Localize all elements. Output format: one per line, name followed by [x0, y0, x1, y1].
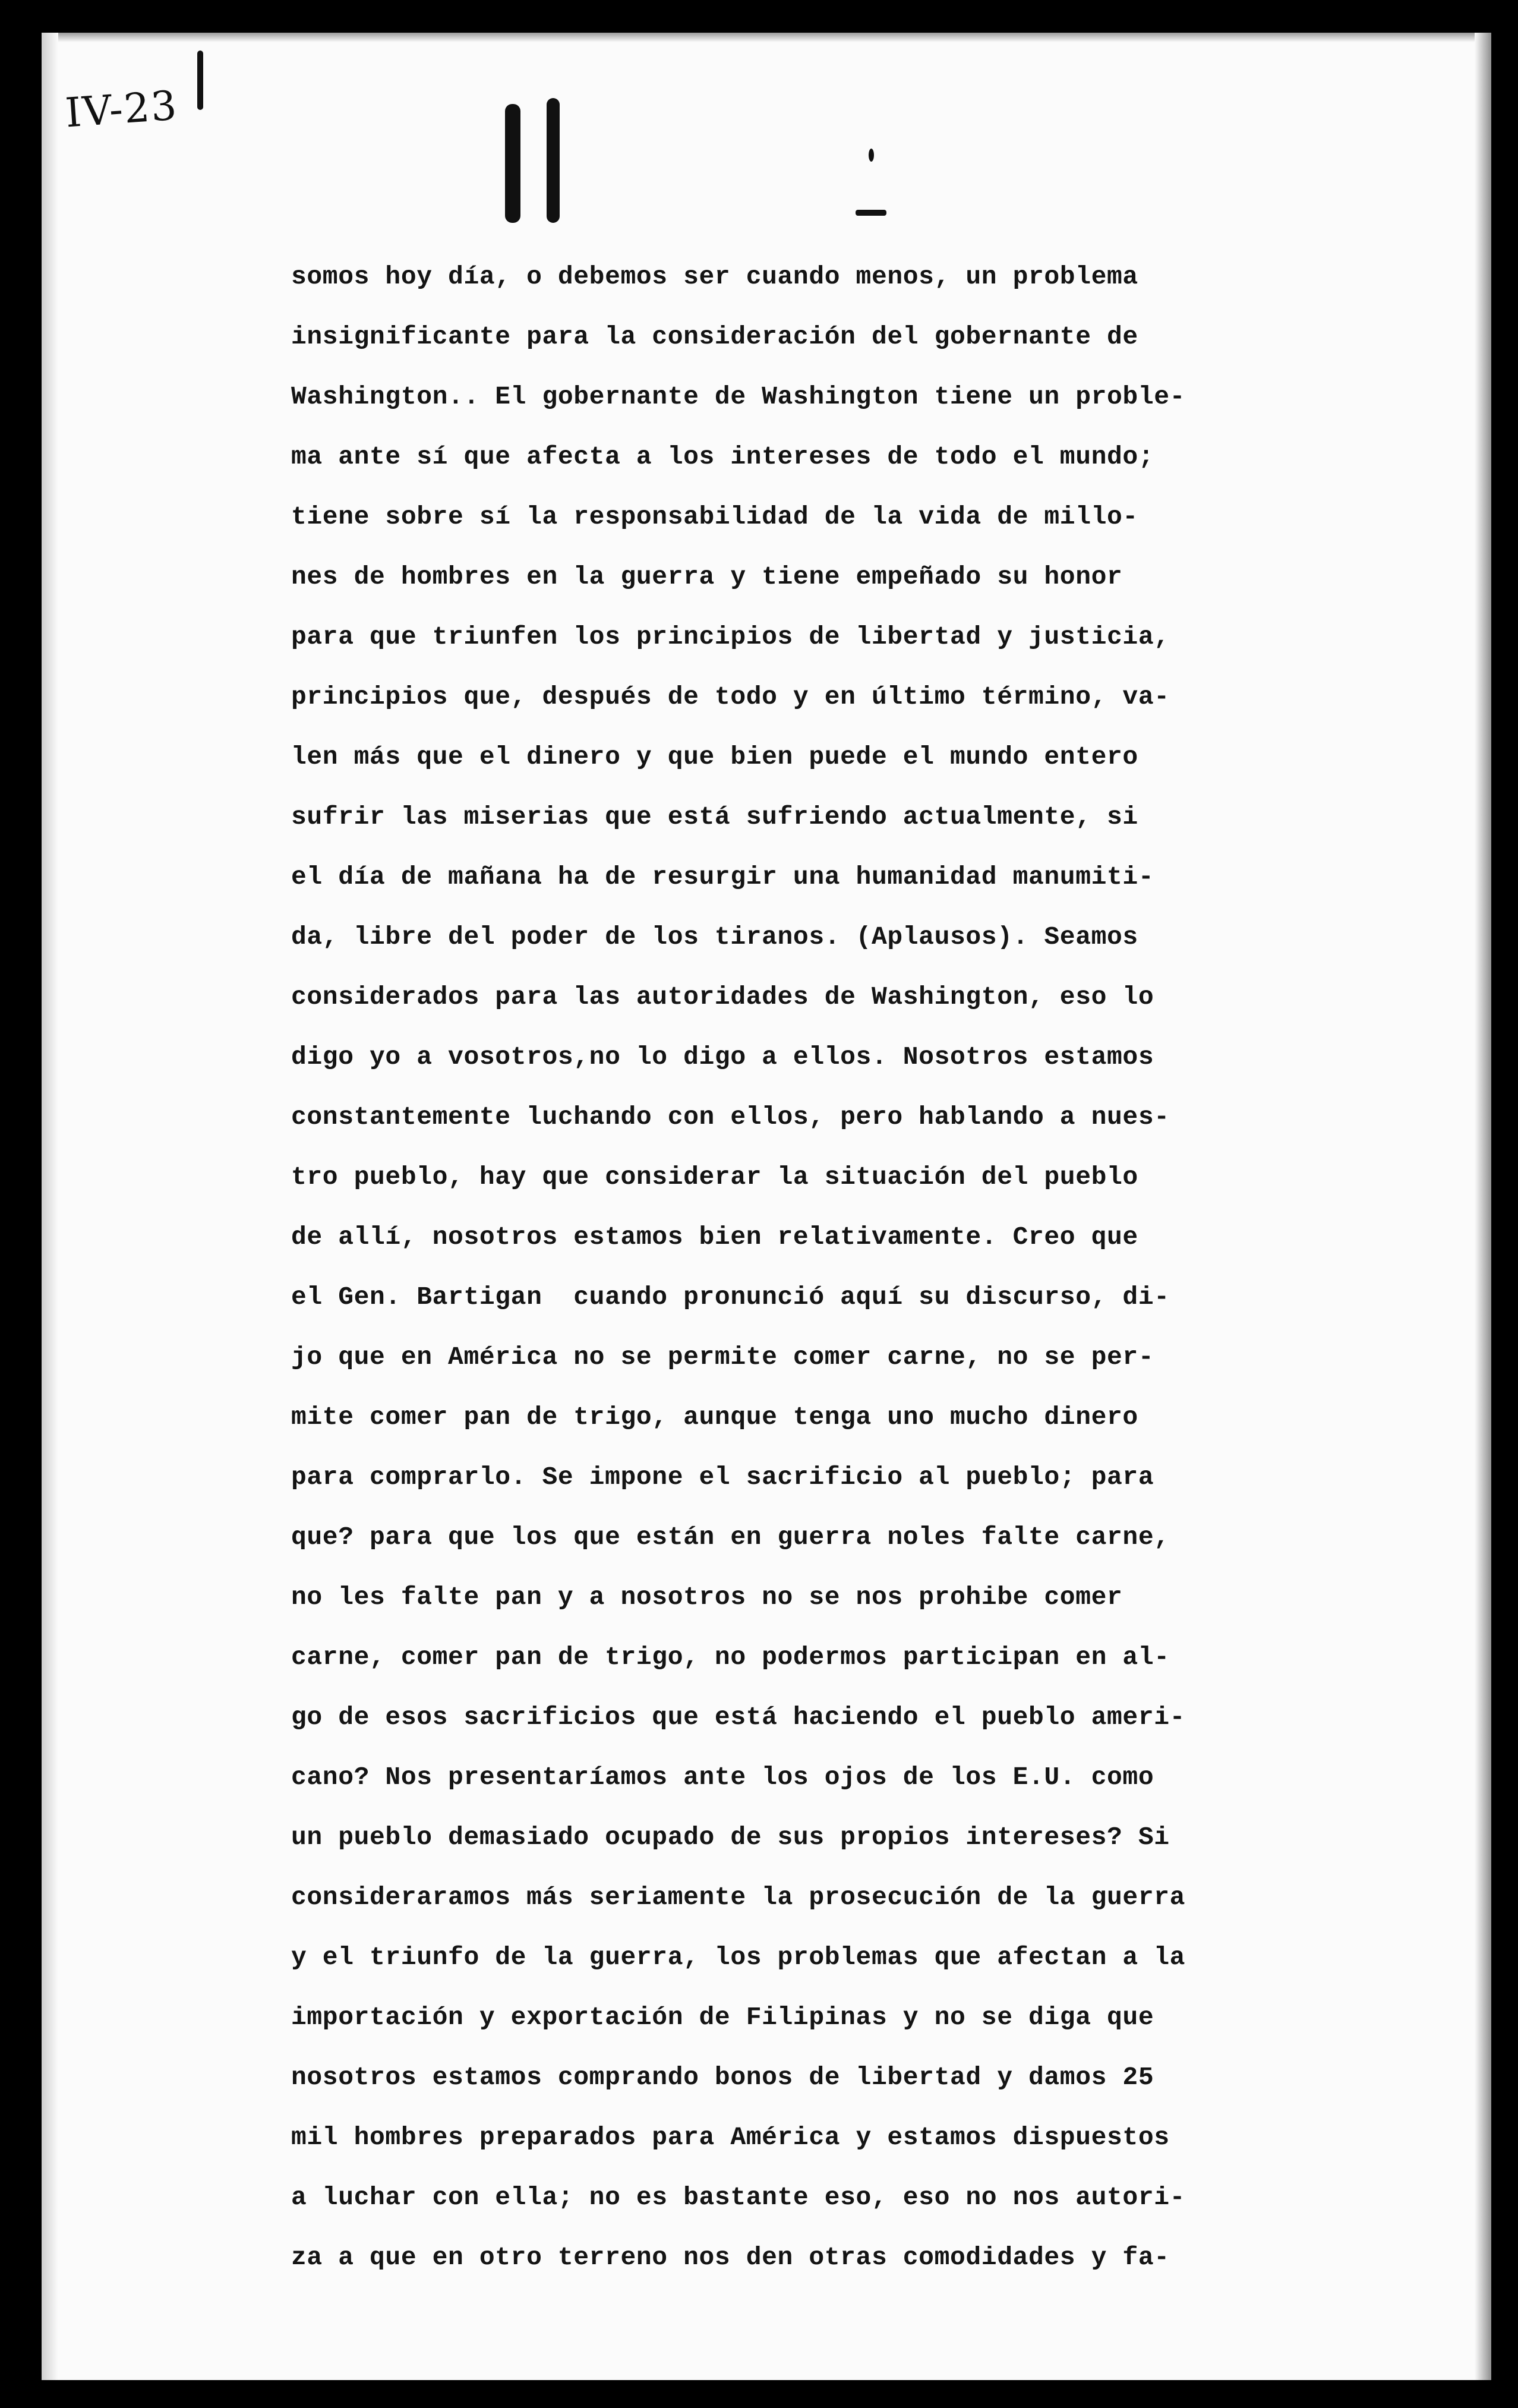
ink-blot	[856, 210, 886, 216]
text-line: go de esos sacrificios que está haciendo el pueblo ameri-	[291, 1703, 1186, 1732]
text-line: tiene sobre sí la responsabilidad de la vida de millo-	[291, 502, 1138, 531]
text-line: principios que, después de todo y en último término, va-	[291, 682, 1170, 711]
text-line: nes de hombres en la guerra y tiene empeñado su honor	[291, 562, 1123, 591]
text-line: Washington.. El gobernante de Washington tiene un proble-	[291, 382, 1186, 411]
ink-blot	[869, 149, 874, 162]
ink-blot	[505, 104, 520, 223]
text-line: cano? Nos presentaríamos ante los ojos de los E.U. como	[291, 1763, 1154, 1792]
text-line: carne, comer pan de trigo, no podermos participan en al-	[291, 1643, 1170, 1672]
text-line: sufrir las miserias que está sufriendo actualmente, si	[291, 802, 1138, 831]
text-line: el día de mañana ha de resurgir una humanidad manumiti-	[291, 862, 1154, 891]
ink-blot	[197, 51, 203, 110]
text-line: el Gen. Bartigan cuando pronunció aquí su discurso, di-	[291, 1282, 1170, 1312]
document-page	[42, 33, 1491, 2380]
text-line: de allí, nosotros estamos bien relativamente. Creo que	[291, 1222, 1138, 1252]
page-top-edge	[42, 33, 1491, 42]
text-line: mite comer pan de trigo, aunque tenga uno mucho dinero	[291, 1402, 1138, 1432]
text-line: considerados para las autoridades de Washington, eso lo	[291, 982, 1154, 1011]
text-line: insignificante para la consideración del gobernante de	[291, 322, 1138, 351]
text-line: consideraramos más seriamente la prosecución de la guerra	[291, 1883, 1186, 1912]
text-line: a luchar con ella; no es bastante eso, eso no nos autori-	[291, 2183, 1186, 2212]
text-line: somos hoy día, o debemos ser cuando menos, un problema	[291, 262, 1138, 291]
text-line: nosotros estamos comprando bonos de libertad y damos 25	[291, 2063, 1154, 2092]
text-line: importación y exportación de Filipinas y no se diga que	[291, 2003, 1154, 2032]
text-line: que? para que los que están en guerra noles falte carne,	[291, 1523, 1170, 1552]
page-id-mark: IV-23	[64, 82, 179, 137]
page-right-edge	[1475, 33, 1491, 2380]
document-body-text	[291, 247, 1349, 2287]
text-line: digo yo a vosotros,no lo digo a ellos. Nosotros estamos	[291, 1042, 1154, 1071]
text-line: za a que en otro terreno nos den otras comodidades y fa-	[291, 2243, 1170, 2272]
text-line: para comprarlo. Se impone el sacrificio al pueblo; para	[291, 1463, 1154, 1492]
text-line: no les falte pan y a nosotros no se nos prohibe comer	[291, 1583, 1123, 1612]
text-line: y el triunfo de la guerra, los problemas que afectan a la	[291, 1943, 1186, 1972]
text-line: jo que en América no se permite comer carne, no se per-	[291, 1342, 1154, 1372]
text-line: para que triunfen los principios de libertad y justicia,	[291, 622, 1170, 651]
page-left-edge	[42, 33, 58, 2380]
text-line: un pueblo demasiado ocupado de sus propios intereses? Si	[291, 1823, 1170, 1852]
text-line: mil hombres preparados para América y estamos dispuestos	[291, 2123, 1170, 2152]
text-line: constantemente luchando con ellos, pero hablando a nues-	[291, 1102, 1170, 1131]
text-line: ma ante sí que afecta a los intereses de todo el mundo;	[291, 442, 1154, 471]
ink-blot	[547, 98, 560, 223]
text-line: da, libre del poder de los tiranos. (Aplausos). Seamos	[291, 922, 1138, 951]
text-line: tro pueblo, hay que considerar la situación del pueblo	[291, 1162, 1138, 1192]
text-line: len más que el dinero y que bien puede el mundo entero	[291, 742, 1138, 771]
